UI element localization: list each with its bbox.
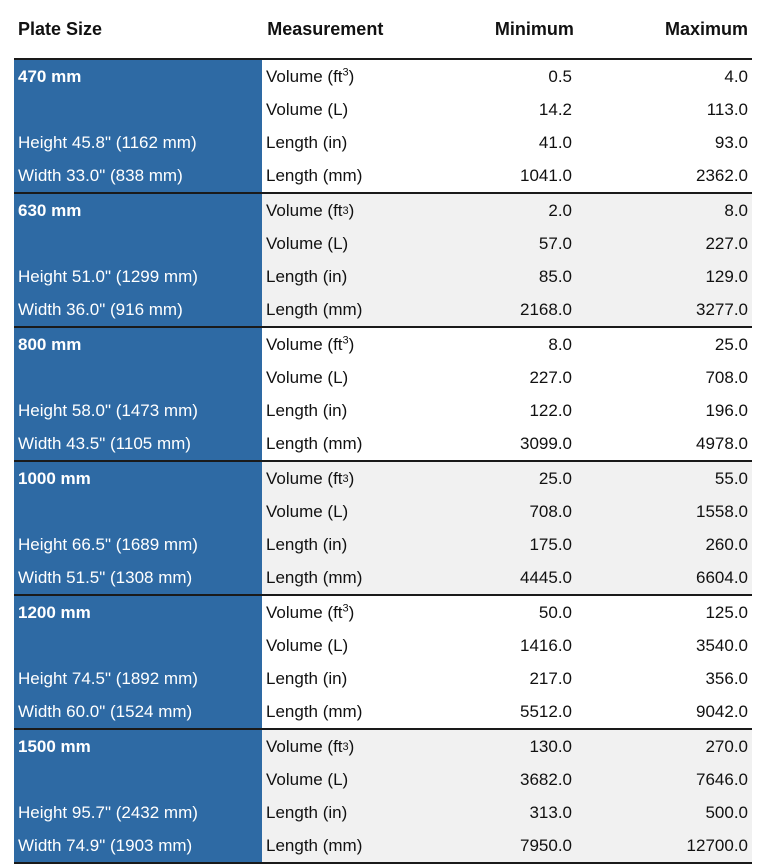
maximum-cell: 3540.0	[696, 635, 748, 655]
measurement-cell: Volume (L)	[266, 367, 349, 387]
minimum-cell: 122.0	[529, 400, 572, 420]
minimum-cell: 708.0	[452, 495, 582, 528]
measurement-cell: Volume (ft 3 )	[262, 730, 452, 763]
maximum-cell: 227.0	[582, 227, 752, 260]
measurement-label-close: )	[348, 736, 355, 756]
table-row	[14, 93, 752, 126]
maximum-cell: 113.0	[706, 99, 748, 119]
table-row	[14, 596, 752, 629]
superscript-exponent: 3	[342, 65, 349, 78]
measurement-label: Volume (ft	[266, 468, 343, 488]
width-cell: Width 43.5" (1105 mm)	[14, 427, 262, 460]
plate-spacer-cell	[14, 495, 262, 528]
table-row	[14, 763, 752, 796]
maximum-cell: 12700.0	[582, 829, 752, 862]
header-measurement: Measurement	[267, 18, 384, 39]
measurement-cell: Volume (L)	[266, 99, 349, 119]
height-cell: Height 66.5" (1689 mm)	[14, 528, 262, 561]
table-row	[14, 260, 752, 293]
plate-spacer-cell	[14, 227, 262, 260]
plate-size-cell: 630 mm	[14, 194, 262, 227]
measurement-cell: Length (mm)	[262, 829, 452, 862]
plate-size-cell: 1200 mm	[14, 596, 262, 629]
minimum-cell: 3682.0	[452, 763, 582, 796]
measurement-cell: Length (mm)	[266, 433, 363, 453]
plate-group	[14, 192, 752, 326]
header-plate-size: Plate Size	[18, 18, 103, 39]
measurement-cell: Volume (ft 3 )	[262, 462, 452, 495]
maximum-cell: 25.0	[714, 334, 748, 354]
measurement-cell	[262, 603, 452, 623]
measurement-cell: Length (in)	[266, 400, 348, 420]
measurement-cell: Volume (L)	[262, 227, 452, 260]
measurement-cell: Length (mm)	[262, 561, 452, 594]
minimum-cell: 217.0	[529, 668, 572, 688]
maximum-cell: 708.0	[705, 367, 748, 387]
measurement-label: Volume (ft	[266, 334, 343, 354]
minimum-cell: 50.0	[538, 602, 572, 622]
minimum-cell: 14.2	[538, 99, 572, 119]
minimum-cell: 8.0	[548, 334, 572, 354]
table-row	[14, 427, 752, 460]
minimum-cell: 1041.0	[520, 165, 572, 185]
maximum-cell: 6604.0	[582, 561, 752, 594]
measurement-label-close: )	[348, 334, 355, 354]
measurement-cell: Length (in)	[262, 796, 452, 829]
table-body	[14, 58, 752, 864]
width-cell: Width 36.0" (916 mm)	[14, 293, 262, 326]
maximum-cell: 4.0	[724, 66, 748, 86]
plate-group	[14, 460, 752, 594]
table-row	[14, 695, 752, 728]
width-cell: Width 33.0" (838 mm)	[14, 159, 262, 192]
measurement-cell: Length (in)	[266, 668, 348, 688]
measurement-label-close: )	[348, 602, 355, 622]
plate-size-cell: 1000 mm	[14, 462, 262, 495]
measurement-cell	[262, 67, 452, 87]
width-cell: Width 51.5" (1308 mm)	[14, 561, 262, 594]
table-row	[14, 495, 752, 528]
table-row	[14, 730, 752, 763]
minimum-cell: 2.0	[452, 194, 582, 227]
minimum-cell: 41.0	[538, 132, 572, 152]
plate-spacer-cell	[14, 629, 262, 662]
maximum-cell: 7646.0	[582, 763, 752, 796]
minimum-cell: 3099.0	[520, 433, 572, 453]
measurement-cell: Length (in)	[262, 260, 452, 293]
measurement-cell: Length (mm)	[266, 165, 363, 185]
measurement-cell: Length (in)	[262, 528, 452, 561]
maximum-cell: 196.0	[705, 400, 748, 420]
maximum-cell: 2362.0	[696, 165, 748, 185]
measurement-cell: Volume (L)	[262, 763, 452, 796]
maximum-cell: 8.0	[582, 194, 752, 227]
height-cell: Height 51.0" (1299 mm)	[14, 260, 262, 293]
minimum-cell: 7950.0	[452, 829, 582, 862]
plate-spacer-cell	[14, 361, 262, 394]
maximum-cell: 9042.0	[696, 701, 748, 721]
table-row	[14, 126, 752, 159]
table-row	[14, 293, 752, 326]
measurement-cell: Volume (L)	[262, 495, 452, 528]
plate-spacer-cell	[14, 763, 262, 796]
header-minimum: Minimum	[494, 18, 574, 39]
measurement-cell: Length (mm)	[262, 293, 452, 326]
plate-size-cell: 470 mm	[14, 60, 262, 93]
table-row	[14, 629, 752, 662]
table-row	[14, 462, 752, 495]
maximum-cell: 3277.0	[582, 293, 752, 326]
measurement-label: Volume (ft	[266, 200, 343, 220]
minimum-cell: 130.0	[452, 730, 582, 763]
height-cell: Height 95.7" (2432 mm)	[14, 796, 262, 829]
plate-size-table	[14, 0, 752, 864]
minimum-cell: 0.5	[548, 66, 572, 86]
table-row	[14, 159, 752, 192]
measurement-cell: Length (in)	[266, 132, 348, 152]
minimum-cell: 57.0	[452, 227, 582, 260]
minimum-cell: 313.0	[452, 796, 582, 829]
maximum-cell: 125.0	[705, 602, 748, 622]
table-row	[14, 328, 752, 361]
table-row	[14, 528, 752, 561]
measurement-label-close: )	[348, 66, 355, 86]
maximum-cell: 500.0	[582, 796, 752, 829]
measurement-label-close: )	[348, 200, 355, 220]
maximum-cell: 93.0	[714, 132, 748, 152]
header-maximum: Maximum	[664, 18, 749, 39]
height-cell: Height 74.5" (1892 mm)	[14, 662, 262, 695]
table-row	[14, 227, 752, 260]
minimum-cell: 85.0	[452, 260, 582, 293]
table-row	[14, 561, 752, 594]
minimum-cell: 4445.0	[452, 561, 582, 594]
measurement-label: Volume (ft	[266, 736, 343, 756]
maximum-cell: 4978.0	[696, 433, 748, 453]
height-cell: Height 45.8" (1162 mm)	[14, 126, 262, 159]
measurement-label: Volume (ft	[266, 66, 343, 86]
minimum-cell: 5512.0	[520, 701, 572, 721]
superscript-exponent: 3	[342, 601, 349, 614]
measurement-label: Volume (ft	[266, 602, 343, 622]
maximum-cell: 1558.0	[582, 495, 752, 528]
measurement-label-close: )	[348, 468, 355, 488]
measurement-cell: Length (mm)	[266, 701, 363, 721]
measurement-cell: Volume (L)	[266, 635, 349, 655]
maximum-cell: 356.0	[705, 668, 748, 688]
minimum-cell: 227.0	[529, 367, 572, 387]
minimum-cell: 2168.0	[452, 293, 582, 326]
table-row	[14, 194, 752, 227]
superscript-exponent: 3	[342, 333, 349, 346]
table-row	[14, 394, 752, 427]
height-cell: Height 58.0" (1473 mm)	[14, 394, 262, 427]
table-row	[14, 60, 752, 93]
measurement-cell: Volume (ft 3 )	[262, 194, 452, 227]
maximum-cell: 129.0	[582, 260, 752, 293]
table-row	[14, 361, 752, 394]
table-row	[14, 829, 752, 862]
table-row	[14, 796, 752, 829]
plate-group	[14, 326, 752, 460]
width-cell: Width 74.9" (1903 mm)	[14, 829, 262, 862]
minimum-cell: 25.0	[452, 462, 582, 495]
table-row	[14, 662, 752, 695]
minimum-cell: 175.0	[452, 528, 582, 561]
plate-group	[14, 594, 752, 728]
plate-group	[14, 728, 752, 864]
plate-size-cell: 800 mm	[14, 328, 262, 361]
maximum-cell: 55.0	[582, 462, 752, 495]
maximum-cell: 260.0	[582, 528, 752, 561]
plate-spacer-cell	[14, 93, 262, 126]
maximum-cell: 270.0	[582, 730, 752, 763]
table-header	[14, 0, 752, 58]
width-cell: Width 60.0" (1524 mm)	[14, 695, 262, 728]
minimum-cell: 1416.0	[520, 635, 572, 655]
plate-size-cell: 1500 mm	[14, 730, 262, 763]
measurement-cell	[262, 335, 452, 355]
plate-group	[14, 58, 752, 192]
